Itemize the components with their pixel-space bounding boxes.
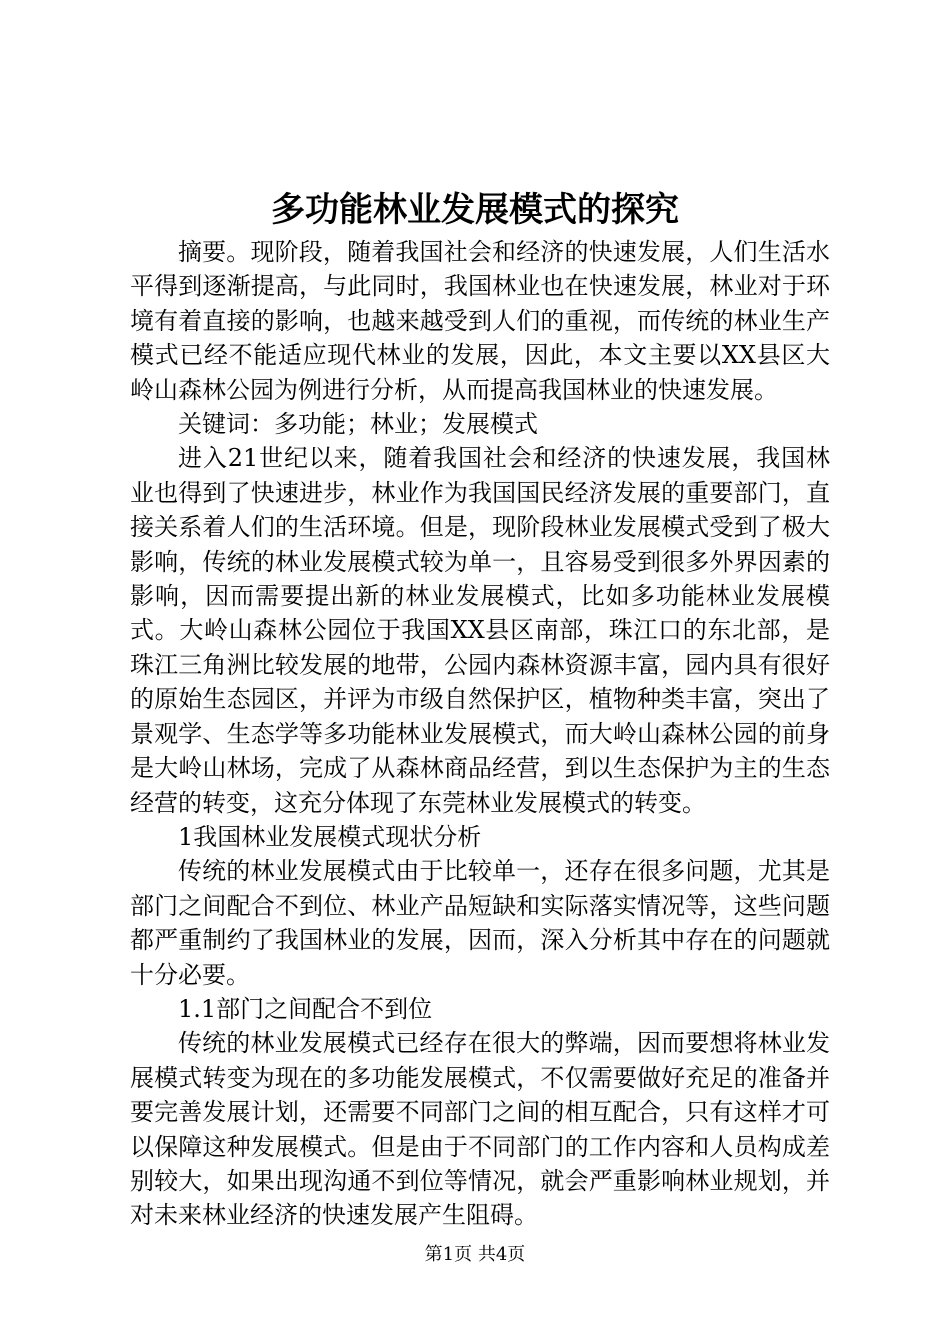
page-footer: 第1页 共4页 <box>424 1244 526 1265</box>
document-body <box>130 235 830 1233</box>
intro-paragraph: 进入21世纪以来，随着我国社会和经济的快速发展，我国林业也得到了快速进步，林业作为我国国民经济发展的重要部门，直接关系着人们的生活环境。但是，现阶段林业发展模式受到了极大影响，传统的林业发展模式较为单一，且容易受到很多外界因素的影响，因而需要提出新的林业发展模式，比如多功能林业发展模式。大岭山森林公园位于我国XX县区南部，珠江口的东北部，是珠江三角洲比较发展的地带，公园内森林资源丰富，园内具有很好的原始生态园区，并评为市级自然保护区，植物种类丰富，突出了景观学、生态学等多功能林业发展模式，而大岭山森林公园的前身是大岭山林场，完成了从森林商品经营，到以生态保护为主的生态经营的转变，这充分体现了东莞林业发展模式的转变。 <box>130 444 830 817</box>
abstract-paragraph: 摘要。现阶段，随着我国社会和经济的快速发展，人们生活水平得到逐渐提高，与此同时，我国林业也在快速发展，林业对于环境有着直接的影响，也越来越受到人们的重视，而传统的林业生产模式已经不能适应现代林业的发展，因此，本文主要以XX县区大岭山森林公园为例进行分析，从而提高我国林业的快速发展。 <box>130 238 830 404</box>
section-heading-1: 1我国林业发展模式现状分析 <box>178 822 482 851</box>
section-heading-1-1: 1.1部门之间配合不到位 <box>178 994 433 1023</box>
section-1-paragraph: 传统的林业发展模式由于比较单一，还存在很多问题，尤其是部门之间配合不到位、林业产品短缺和实际落实情况等，这些问题都严重制约了我国林业的发展，因而，深入分析其中存在的问题就十分必要。 <box>130 857 830 989</box>
keywords-paragraph: 关键词：多功能；林业；发展模式 <box>178 410 538 439</box>
document-title: 多功能林业发展模式的探究 <box>271 190 679 230</box>
section-1-1-paragraph: 传统的林业发展模式已经存在很大的弊端，因而要想将林业发展模式转变为现在的多功能发展模式，不仅需要做好充足的准备并要完善发展计划，还需要不同部门之间的相互配合，只有这样才可以保障这种发展模式。但是由于不同部门的工作内容和人员构成差别较大，如果出现沟通不到位等情况，就会严重影响林业规划，并对未来林业经济的快速发展产生阻碍。 <box>130 1029 830 1230</box>
